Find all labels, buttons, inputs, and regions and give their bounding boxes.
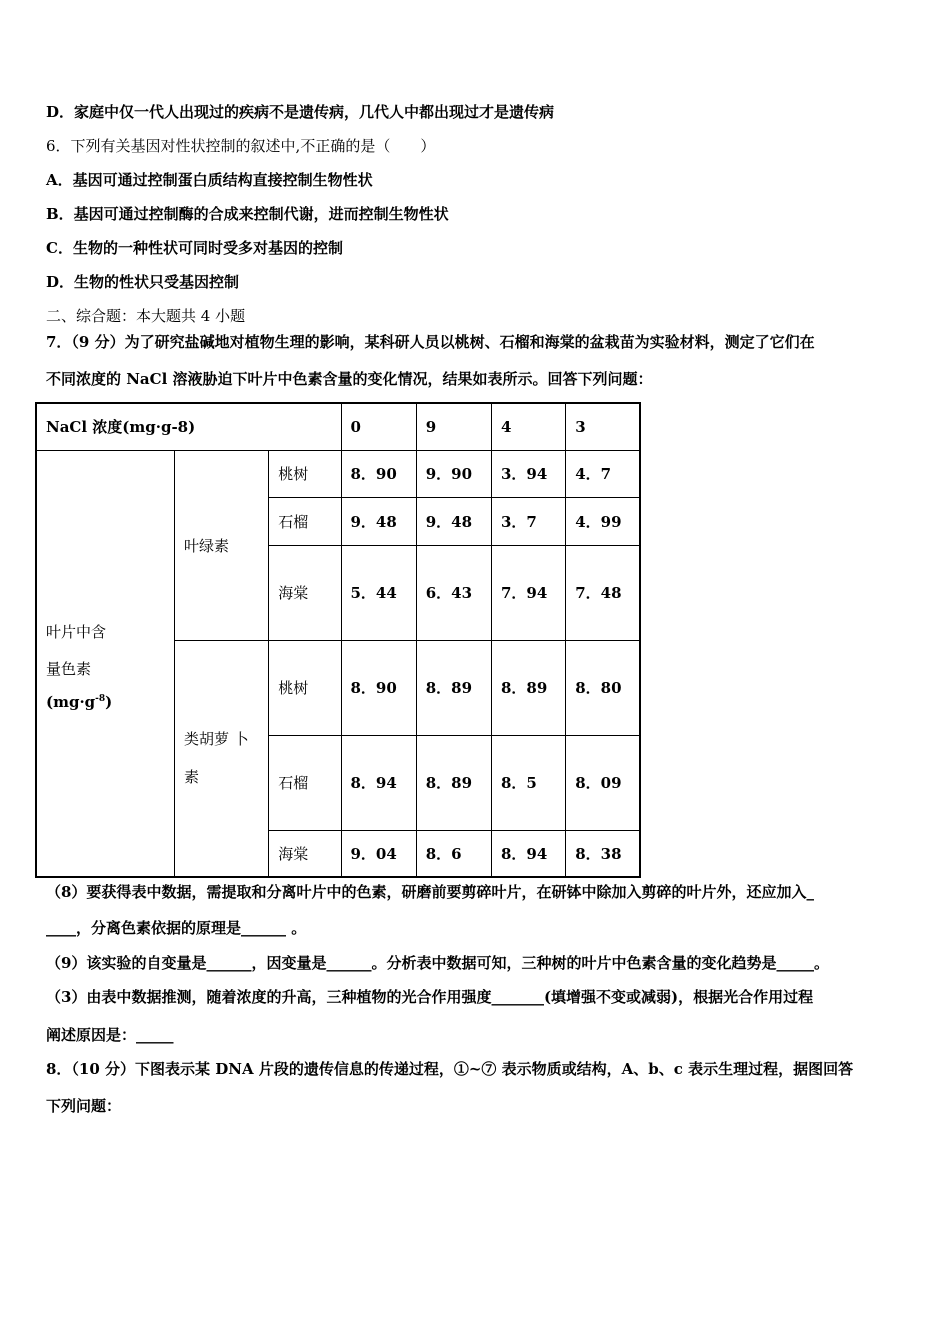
- q7-sub8-line2: ____，分离色素依据的原理是______ 。: [46, 919, 307, 937]
- value-cell: 8．89: [416, 640, 491, 735]
- table-row: [36, 450, 640, 497]
- value-cell: 8．89: [491, 640, 565, 735]
- q7-stem-line1: 7．（9 分）为了研究盐碱地对植物生理的影响，某科研人员以桃树、石榴和海棠的盆栽苗为实验材料，测定了它们在: [46, 333, 815, 351]
- concentration-cell: 0: [341, 403, 416, 450]
- q8-stem-line1: 8．（10 分）下图表示某 DNA 片段的遗传信息的传递过程，①~⑦ 表示物质或结构，A、b、c 表示生理过程，据图回答: [46, 1060, 854, 1078]
- q6-option-d: D．生物的性状只受基因控制: [46, 273, 240, 291]
- pigment-carotenoid: [174, 640, 268, 877]
- row-group-line2: 量色素: [46, 659, 92, 678]
- q6-stem: 6．下列有关基因对性状控制的叙述中,不正确的是（ ）: [46, 137, 436, 155]
- row-group-unit: $(mg\cdot g^{-8})$: [46, 692, 113, 711]
- q7-sub3-line1: （3）由表中数据推测，随着浓度的升高，三种植物的光合作用强度_______(填增强不变或减弱)，根据光合作用过程: [46, 988, 814, 1006]
- plant-cell: 海棠: [269, 830, 341, 877]
- value-cell: 3．7: [491, 497, 565, 545]
- value-cell: 9．48: [341, 497, 416, 545]
- value-cell: 8．09: [566, 735, 640, 830]
- q6-option-a: A．基因可通过控制蛋白质结构直接控制生物性状: [46, 171, 373, 189]
- plant-cell: 桃树: [269, 640, 341, 735]
- pigment-table: [35, 402, 641, 878]
- value-cell: 3．94: [491, 450, 565, 497]
- value-cell: 7．48: [566, 545, 640, 640]
- row-group-line1: 叶片中含: [46, 622, 107, 641]
- q5-option-d: D．家庭中仅一代人出现过的疾病不是遗传病，几代人中都出现过才是遗传病: [46, 103, 555, 121]
- q6-option-b: B．基因可通过控制酶的合成来控制代谢，进而控制生物性状: [46, 205, 449, 223]
- value-cell: 8．94: [341, 735, 416, 830]
- value-cell: 9．04: [341, 830, 416, 877]
- concentration-cell: 3: [566, 403, 640, 450]
- header-label: NaCl 浓度(mg·g-8): [36, 403, 341, 450]
- plant-cell: 海棠: [269, 545, 341, 640]
- value-cell: 4．7: [566, 450, 640, 497]
- value-cell: 8．80: [566, 640, 640, 735]
- section-heading: 二、综合题：本大题共 4 小题: [46, 307, 246, 325]
- value-cell: 8．38: [566, 830, 640, 877]
- plant-cell: 桃树: [269, 450, 341, 497]
- value-cell: 4．99: [566, 497, 640, 545]
- q7-sub3-line2: 阐述原因是：_____: [46, 1026, 174, 1044]
- concentration-cell: 9: [416, 403, 491, 450]
- q7-stem-line2: 不同浓度的 NaCl 溶液胁迫下叶片中色素含量的变化情况，结果如表所示。回答下列问题：: [46, 370, 653, 388]
- table-header-row: [36, 403, 640, 450]
- value-cell: 8．5: [491, 735, 565, 830]
- value-cell: 6．43: [416, 545, 491, 640]
- q6-option-c: C．生物的一种性状可同时受多对基因的控制: [46, 239, 343, 257]
- value-cell: 9．90: [416, 450, 491, 497]
- value-cell: 9．48: [416, 497, 491, 545]
- value-cell: 8．89: [416, 735, 491, 830]
- concentration-cell: 4: [491, 403, 565, 450]
- q8-stem-line2: 下列问题：: [46, 1097, 122, 1115]
- pigment2-line1: 类胡萝 卜: [183, 730, 249, 749]
- pigment-chlorophyll: 叶绿素: [174, 450, 268, 640]
- value-cell: 7．94: [491, 545, 565, 640]
- row-group-label: [36, 450, 174, 877]
- plant-cell: 石榴: [269, 735, 341, 830]
- q7-sub8-line1: （8）要获得表中数据，需提取和分离叶片中的色素，研磨前要剪碎叶片，在研钵中除加入剪碎的叶片外，还应加入_: [46, 883, 814, 901]
- value-cell: 8．90: [341, 450, 416, 497]
- q7-sub9: （9）该实验的自变量是______，因变量是______。分析表中数据可知，三种树的叶片中色素含量的变化趋势是_____。: [46, 954, 829, 972]
- value-cell: 8．90: [341, 640, 416, 735]
- plant-cell: 石榴: [269, 497, 341, 545]
- value-cell: 8．94: [491, 830, 565, 877]
- pigment2-line2: 素: [183, 768, 199, 787]
- value-cell: 8．6: [416, 830, 491, 877]
- value-cell: 5．44: [341, 545, 416, 640]
